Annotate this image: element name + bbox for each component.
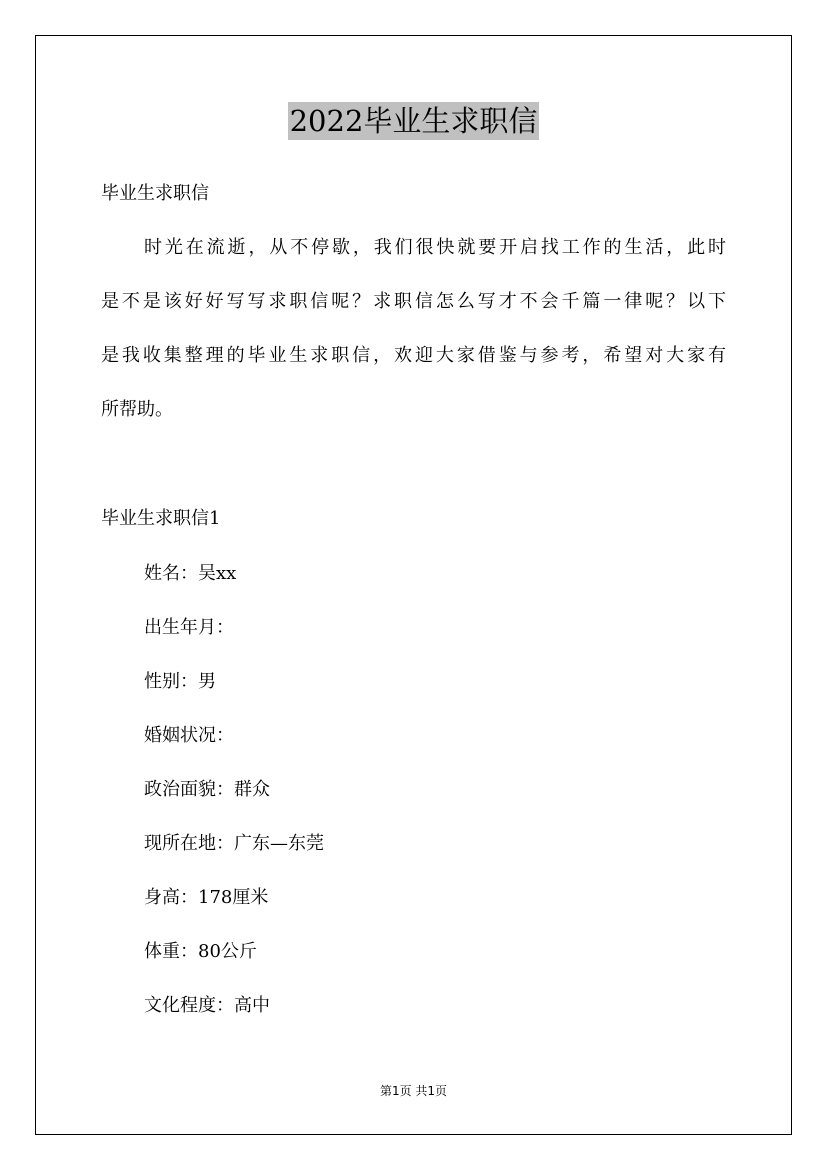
intro-line: 是不是该好好写写求职信呢？求职信怎么写才不会千篇一律呢？以下 xyxy=(101,291,726,312)
field-name: 姓名：吴xx xyxy=(144,563,237,584)
field-political-status: 政治面貌：群众 xyxy=(144,779,270,800)
intro-line: 所帮助。 xyxy=(101,399,173,420)
field-weight: 体重：80公斤 xyxy=(144,941,257,962)
page-footer: 第1页 共1页 xyxy=(379,1084,448,1098)
intro-line: 时光在流逝，从不停歇，我们很快就要开启找工作的生活，此时 xyxy=(144,237,726,258)
intro-paragraph xyxy=(101,236,726,452)
intro-line: 是我收集整理的毕业生求职信，欢迎大家借鉴与参考，希望对大家有 xyxy=(101,345,726,366)
field-location: 现所在地：广东—东莞 xyxy=(144,833,324,854)
document-title: 2022毕业生求职信 xyxy=(289,104,538,138)
field-education: 文化程度：高中 xyxy=(144,995,270,1016)
title-container xyxy=(0,102,827,140)
field-marital-status: 婚姻状况： xyxy=(144,725,234,746)
field-gender: 性别：男 xyxy=(144,671,216,692)
section-heading: 毕业生求职信 xyxy=(101,183,209,204)
field-height: 身高：178厘米 xyxy=(144,887,269,908)
field-birth-date: 出生年月： xyxy=(144,617,234,638)
letter-heading: 毕业生求职信1 xyxy=(101,508,221,529)
